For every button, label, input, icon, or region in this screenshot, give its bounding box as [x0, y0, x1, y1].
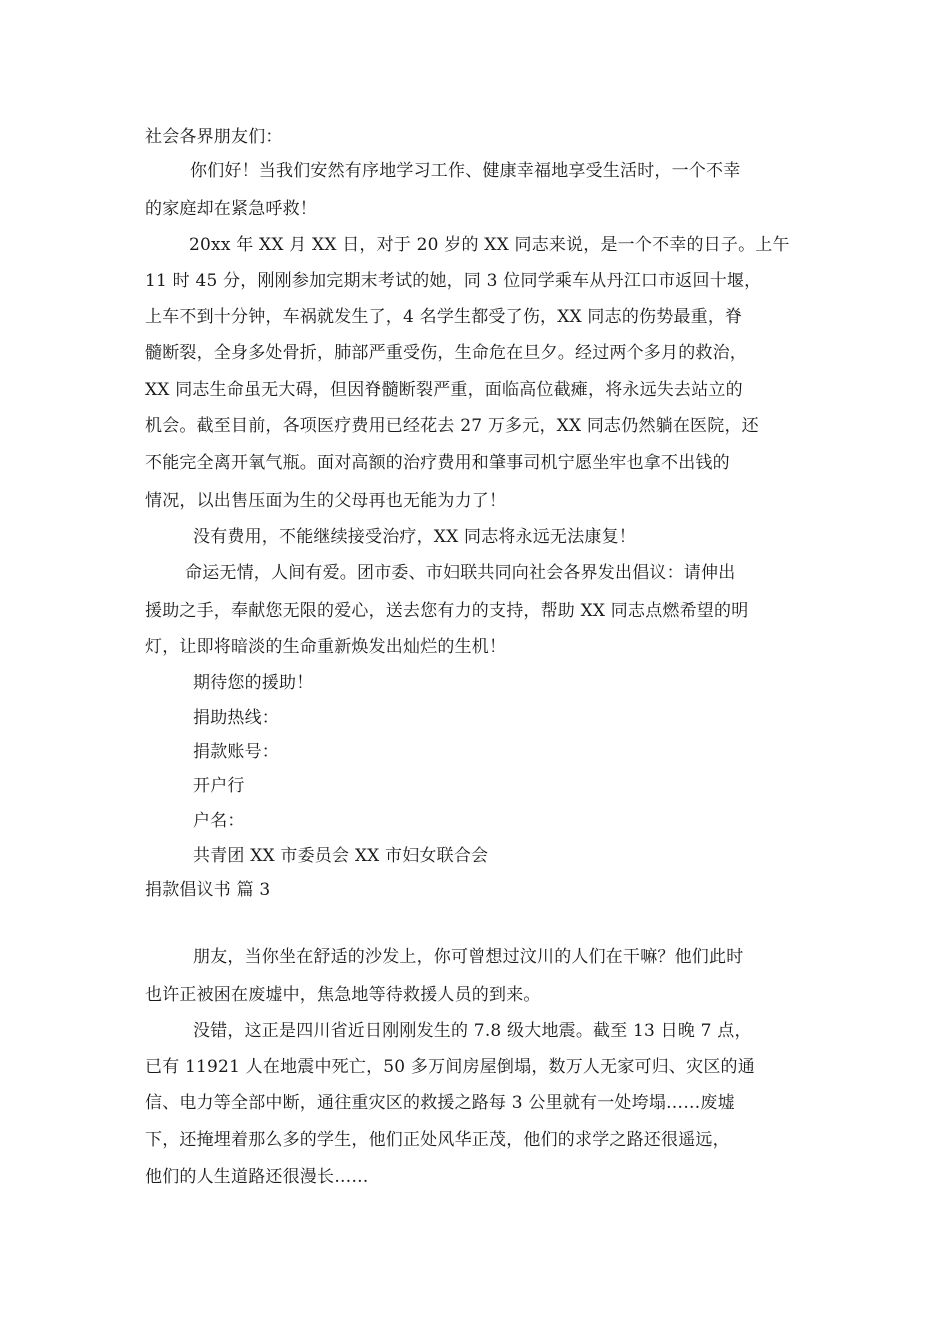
section-heading: 捐款倡议书 篇 3 [145, 880, 271, 900]
paragraph-line: 的家庭却在紧急呼救！ [145, 199, 317, 219]
paragraph-line: 灯，让即将暗淡的生命重新焕发出灿烂的生机！ [145, 637, 507, 657]
paragraph-line: 已有 11921 人在地震中死亡，50 多万间房屋倒塌，数万人无家可归、灾区的通 [145, 1057, 755, 1077]
paragraph-line: 机会。截至目前，各项医疗费用已经花去 27 万多元，XX 同志仍然躺在医院，还 [145, 416, 759, 436]
paragraph-line: 髓断裂，全身多处骨折，肺部严重受伤，生命危在旦夕。经过两个多月的救治， [145, 343, 747, 363]
paragraph-line: 不能完全离开氧气瓶。面对高额的治疗费用和肇事司机宁愿坐牢也拿不出钱的 [145, 453, 730, 473]
paragraph-line: 朋友，当你坐在舒适的沙发上，你可曾想过汶川的人们在干嘛？他们此时 [193, 947, 744, 967]
account-name-label: 户名： [193, 811, 245, 831]
paragraph-line: 20xx 年 XX 月 XX 日，对于 20 岁的 XX 同志来说，是一个不幸的日子。上午 [189, 235, 790, 255]
bank-label: 开户行 [193, 776, 245, 796]
account-label: 捐款账号： [193, 742, 279, 762]
paragraph-line: 上车不到十分钟，车祸就发生了，4 名学生都受了伤，XX 同志的伤势最重，脊 [145, 307, 743, 327]
closing-line: 期待您的援助！ [193, 673, 314, 693]
paragraph-line: 没错，这正是四川省近日刚刚发生的 7.8 级大地震。截至 13 日晚 7 点， [193, 1021, 752, 1041]
paragraph-line: 你们好！当我们安然有序地学习工作、健康幸福地享受生活时，一个不幸 [190, 161, 741, 181]
salutation: 社会各界朋友们： [145, 127, 283, 147]
paragraph-line: 下，还掩埋着那么多的学生，他们正处风华正茂，他们的求学之路还很遥远， [145, 1130, 730, 1150]
paragraph-line: 没有费用，不能继续接受治疗，XX 同志将永远无法康复！ [193, 527, 637, 547]
paragraph-line: 也许正被困在废墟中，焦急地等待救援人员的到来。 [145, 985, 541, 1005]
paragraph-line: XX 同志生命虽无大碍，但因脊髓断裂严重，面临高位截瘫，将永远失去站立的 [145, 380, 743, 400]
paragraph-line: 命运无情，人间有爱。团市委、市妇联共同向社会各界发出倡议：请伸出 [185, 563, 736, 583]
signature: 共青团 XX 市委员会 XX 市妇女联合会 [193, 846, 489, 866]
paragraph-line: 援助之手，奉献您无限的爱心，送去您有力的支持，帮助 XX 同志点燃希望的明 [145, 601, 749, 621]
paragraph-line: 情况，以出售压面为生的父母再也无能为力了！ [145, 491, 507, 511]
paragraph-line: 他们的人生道路还很漫长…… [145, 1167, 369, 1187]
paragraph-line: 11 时 45 分，刚刚参加完期末考试的她，同 3 位同学乘车从丹江口市返回十堰， [145, 271, 762, 291]
hotline-label: 捐助热线： [193, 708, 279, 728]
paragraph-line: 信、电力等全部中断，通往重灾区的救援之路每 3 公里就有一处垮塌……废墟 [145, 1093, 735, 1113]
